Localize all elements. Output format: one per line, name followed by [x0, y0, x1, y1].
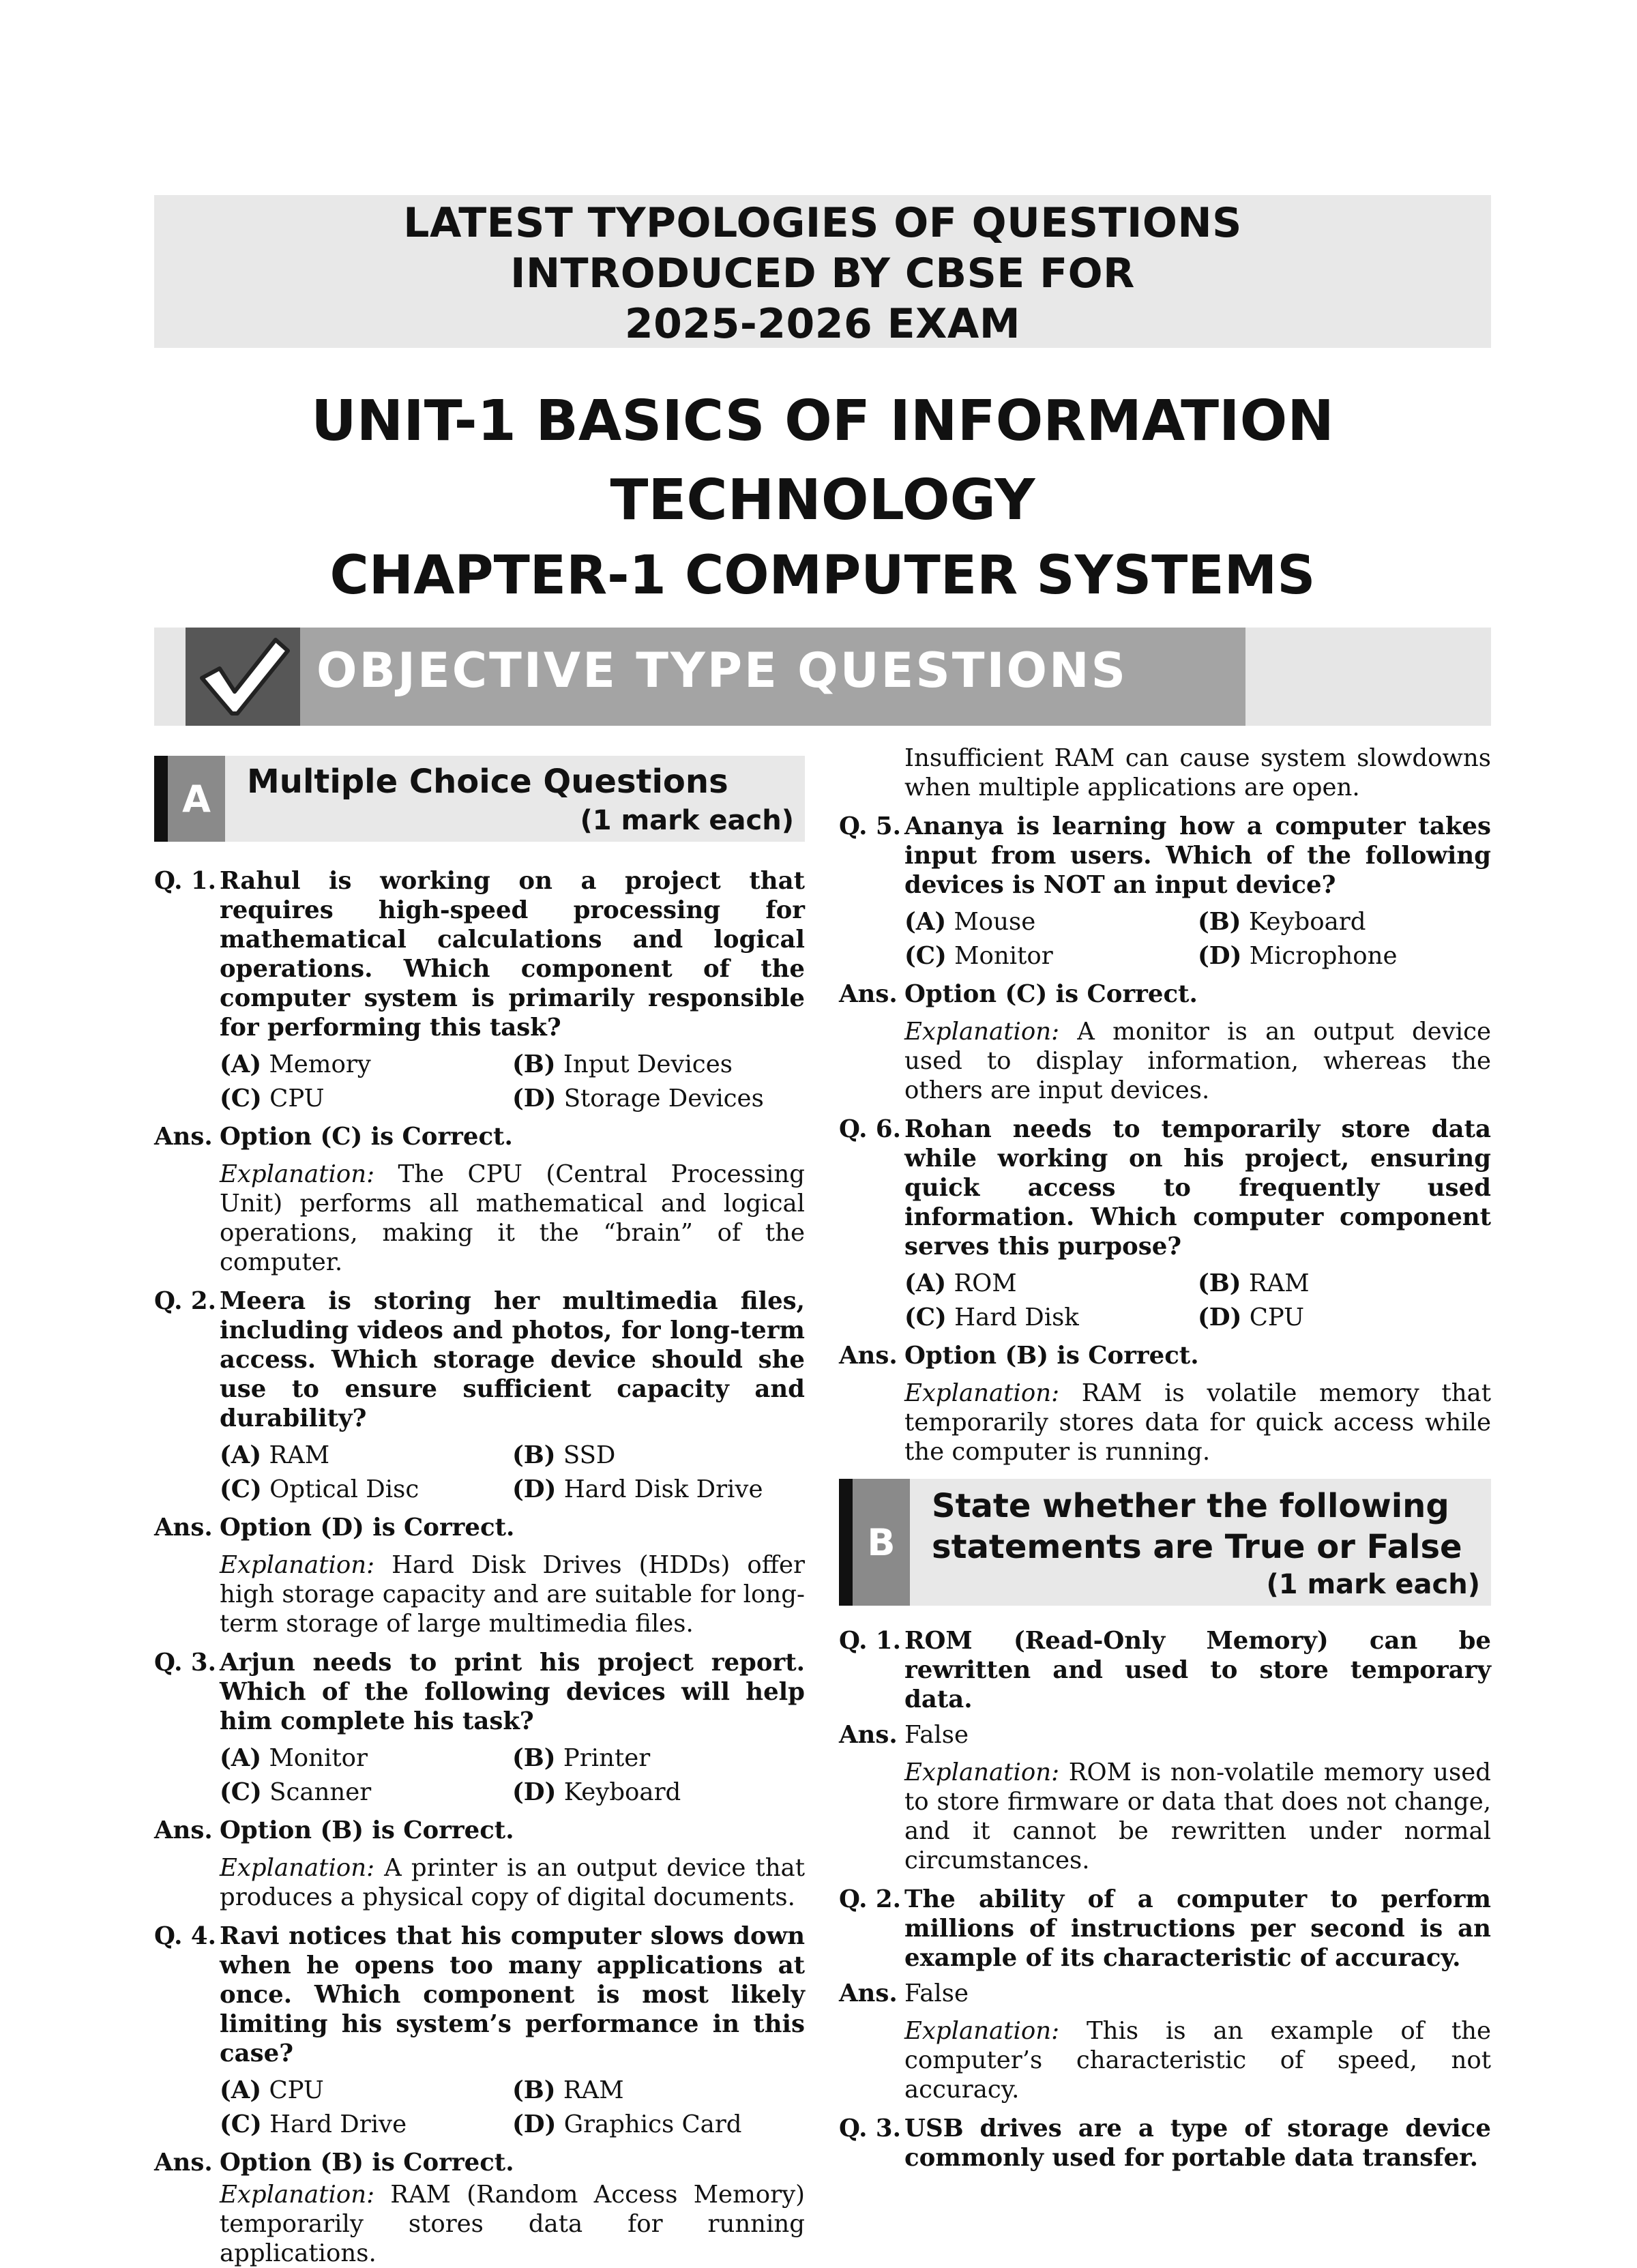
option: (D) CPU — [1198, 1304, 1305, 1331]
answer-label: Ans. — [839, 1979, 898, 2007]
question-number: Q. 2. — [839, 1885, 901, 1913]
options-grid — [220, 2074, 805, 2142]
answer-text: False — [904, 1979, 969, 2007]
banner-line-3: 2025-2026 EXAM — [624, 300, 1021, 348]
option: (A) RAM — [220, 1441, 330, 1469]
options-grid — [220, 1048, 805, 1116]
option: (B) Input Devices — [512, 1050, 733, 1078]
options-grid — [904, 1267, 1491, 1335]
answer-label: Ans. — [839, 1721, 898, 1749]
unit-title-line-1: UNIT-1 BASICS OF INFORMATION — [311, 389, 1334, 454]
option: (A) Monitor — [220, 1744, 368, 1772]
banner-line-1: LATEST TYPOLOGIES OF QUESTIONS — [403, 199, 1242, 247]
question-block — [154, 1286, 805, 1638]
answer-label: Ans. — [154, 1514, 213, 1542]
explanation-continuation: Insufficient RAM can cause system slowdowns when multiple applications are open. — [904, 744, 1491, 801]
options-grid — [220, 1439, 805, 1507]
option: (B) RAM — [512, 2076, 624, 2104]
banner-line-2: INTRODUCED BY CBSE FOR — [510, 250, 1135, 297]
question-text: The ability of a computer to perform millions of instructions per second is an example of its characteristic of accuracy. — [904, 1885, 1491, 1972]
option: (A) ROM — [904, 1269, 1017, 1297]
option: (D) Hard Disk Drive — [512, 1475, 763, 1503]
unit-title-line-2: TECHNOLOGY — [610, 468, 1035, 533]
answer-text: False — [904, 1721, 969, 1749]
section-b-title-line-2: statements are True or False — [932, 1528, 1462, 1566]
question-block — [839, 2114, 1491, 2173]
section-b-header — [839, 1479, 1491, 1606]
question-block — [154, 866, 805, 1277]
answer-text: Option (B) is Correct. — [220, 1816, 514, 1844]
option: (A) CPU — [220, 2076, 324, 2104]
tick-box — [186, 628, 300, 726]
section-b-title-line-1: State whether the following — [932, 1487, 1449, 1525]
question-block — [839, 812, 1491, 1105]
question-block — [154, 1921, 805, 2268]
unit-title — [154, 382, 1491, 540]
option: (C) Optical Disc — [220, 1475, 419, 1503]
option: (C) Hard Disk — [904, 1304, 1079, 1331]
question-number: Q. 3. — [839, 2115, 901, 2142]
question-text: Rahul is working on a project that requires high-speed processing for mathematical calculations and logical operations. Which component of the computer system is primarily responsible for performing this task? — [220, 867, 805, 1042]
section-b-marks: (1 mark each) — [1266, 1569, 1480, 1600]
explanation: Explanation: RAM is volatile memory that temporarily stores data for quick access while the computer is running. — [904, 1379, 1491, 1466]
answer-label: Ans. — [154, 1123, 213, 1151]
section-a-header — [154, 756, 805, 842]
option: (D) Keyboard — [512, 1778, 681, 1806]
question-text: Meera is storing her multimedia files, including videos and photos, for long-term access. Which storage device should she use to ensure sufficient capacity and durability? — [220, 1287, 805, 1432]
answer-text: Option (D) is Correct. — [220, 1514, 515, 1542]
question-block — [839, 1115, 1491, 1467]
answer-line — [154, 1511, 805, 1545]
option: (D) Graphics Card — [512, 2110, 742, 2138]
question-text: Ravi notices that his computer slows down when he opens too many applications at once. Which component is most likely limiting his system’s performance in this case? — [220, 1922, 805, 2067]
question-number: Q. 4. — [154, 1922, 216, 1950]
question-text: USB drives are a type of storage device commonly used for portable data transfer. — [904, 2115, 1491, 2172]
question-number: Q. 5. — [839, 812, 901, 840]
typology-banner — [154, 195, 1491, 348]
explanation: Explanation: A monitor is an output device used to display information, whereas the others are input devices. — [904, 1018, 1491, 1104]
option: (B) RAM — [1198, 1269, 1310, 1297]
question-number: Q. 1. — [154, 867, 216, 895]
question-text: Ananya is learning how a computer takes input from users. Which of the following devices is NOT an input device? — [904, 812, 1491, 899]
question-block — [839, 1885, 1491, 2104]
options-grid — [904, 905, 1491, 973]
explanation: Explanation: RAM (Random Access Memory) temporarily stores data for running applications. — [220, 2181, 805, 2267]
objective-heading-bar — [154, 628, 1491, 726]
answer-line — [839, 1718, 1491, 1752]
question-number: Q. 1. — [839, 1627, 901, 1655]
section-a-marks: (1 mark each) — [580, 805, 794, 836]
checkmark-icon — [192, 633, 293, 720]
question-text: Arjun needs to print his project report. Which of the following devices will help him complete his task? — [220, 1649, 805, 1735]
option: (A) Memory — [220, 1050, 371, 1078]
explanation: Explanation: A printer is an output device that produces a physical copy of digital documents. — [220, 1854, 805, 1911]
answer-line — [839, 977, 1491, 1012]
option: (C) Hard Drive — [220, 2110, 407, 2138]
question-block — [839, 1626, 1491, 1875]
option: (A) Mouse — [904, 908, 1036, 936]
option: (B) SSD — [512, 1441, 616, 1469]
answer-label: Ans. — [154, 1816, 213, 1844]
answer-label: Ans. — [154, 2149, 213, 2177]
section-a-letter: A — [168, 756, 225, 842]
answer-line — [154, 2146, 805, 2180]
section-a-strip — [154, 756, 168, 842]
explanation: Explanation: The CPU (Central Processing Unit) performs all mathematical and logical operations, making it the “brain” of the computer. — [220, 1160, 805, 1276]
option: (C) Scanner — [220, 1778, 372, 1806]
chapter-title: CHAPTER-1 COMPUTER SYSTEMS — [329, 545, 1316, 606]
answer-label: Ans. — [839, 980, 898, 1008]
answer-line — [839, 1977, 1491, 2011]
answer-text: Option (B) is Correct. — [220, 2149, 514, 2177]
question-number: Q. 3. — [154, 1649, 216, 1677]
answer-line — [154, 1814, 805, 1848]
options-grid — [220, 1741, 805, 1810]
answer-label: Ans. — [839, 1342, 898, 1370]
option: (B) Printer — [512, 1744, 651, 1772]
option: (D) Microphone — [1198, 942, 1398, 970]
option: (C) CPU — [220, 1085, 325, 1113]
question-text: ROM (Read-Only Memory) can be rewritten and used to store temporary data. — [904, 1627, 1491, 1713]
explanation: Explanation: This is an example of the computer’s characteristic of speed, not accuracy. — [904, 2017, 1491, 2104]
answer-text: Option (C) is Correct. — [904, 980, 1198, 1008]
left-column — [154, 857, 805, 2268]
section-b-strip — [839, 1479, 853, 1606]
question-block — [154, 1648, 805, 1912]
section-a-title: Multiple Choice Questions — [247, 763, 728, 801]
explanation: Explanation: Hard Disk Drives (HDDs) offer high storage capacity and are suitable for long-term storage of large multimedia files. — [220, 1551, 805, 1638]
explanation: Explanation: ROM is non-volatile memory used to store firmware or data that does not change, and it cannot be rewritten under normal circumstances. — [904, 1758, 1491, 1874]
option: (B) Keyboard — [1198, 908, 1366, 936]
question-text: Rohan needs to temporarily store data while working on his project, ensuring quick access to frequently used information. Which computer component serves this purpose? — [904, 1115, 1491, 1261]
question-number: Q. 6. — [839, 1115, 901, 1143]
answer-line — [839, 1339, 1491, 1373]
answer-text: Option (C) is Correct. — [220, 1123, 513, 1151]
answer-text: Option (B) is Correct. — [904, 1342, 1199, 1370]
right-column-lower — [839, 1617, 1491, 2173]
section-b-letter: B — [853, 1479, 910, 1606]
option: (D) Storage Devices — [512, 1085, 764, 1113]
right-column — [839, 743, 1491, 1467]
answer-line — [154, 1120, 805, 1154]
objective-heading: OBJECTIVE TYPE QUESTIONS — [316, 643, 1128, 698]
question-number: Q. 2. — [154, 1287, 216, 1315]
option: (C) Monitor — [904, 942, 1053, 970]
